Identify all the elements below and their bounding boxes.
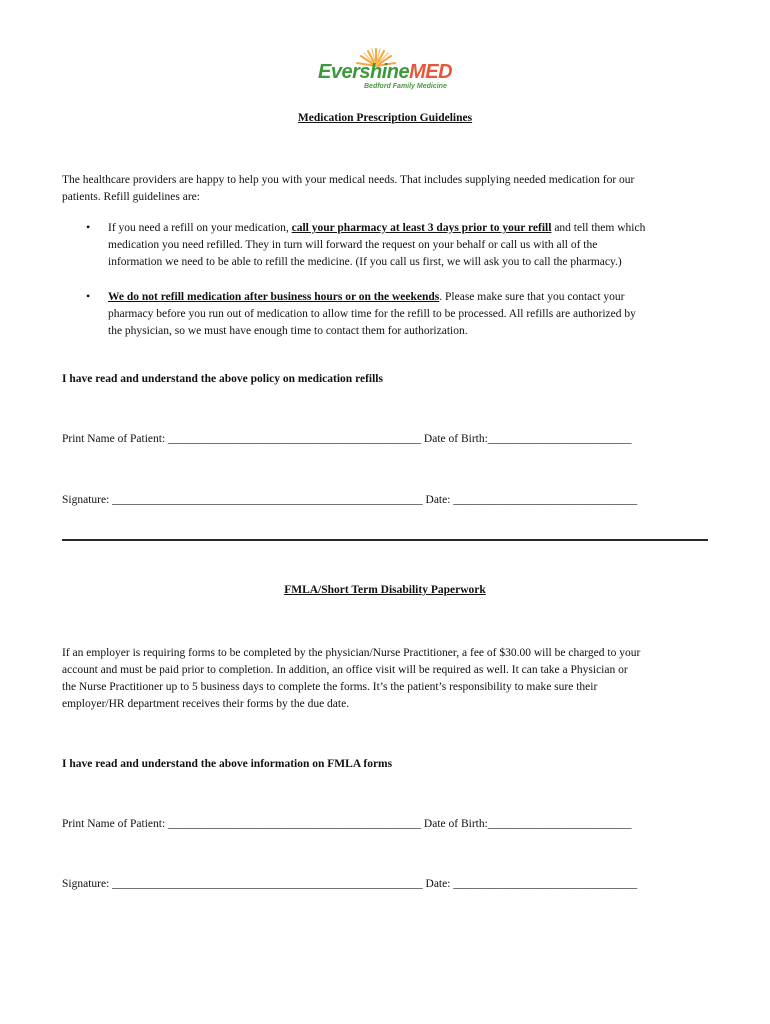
fmla-para-line-3: the Nurse Practitioner up to 5 business days to complete the forms. It’s the patient’s responsibility to make sure their <box>62 681 598 693</box>
bullet-1-marker: • <box>86 220 91 234</box>
fmla-para-line-2: account and must be paid prior to completion. In addition, an office visit will be required as well. It can take a Physician or <box>62 664 628 676</box>
section1-signature-field[interactable]: Signature: ______________________________________________________ Date: ________________________________ <box>62 494 638 506</box>
section-divider <box>62 539 708 541</box>
logo-wordmark <box>318 61 452 84</box>
section2-signature-field[interactable]: Signature: ______________________________________________________ Date: ________________________________ <box>62 878 638 890</box>
section1-patient-name-field[interactable]: Print Name of Patient: ____________________________________________ Date of Birth:_________________________ <box>62 433 632 445</box>
bullet-1-suffix: and tell them which <box>551 222 646 234</box>
bullet-2-suffix: . Please make sure that you contact your <box>439 291 625 303</box>
bullet-2-emphasis: We do not refill medication after business hours or on the weekends <box>108 291 440 303</box>
bullet-1-prefix: If you need a refill on your medication, <box>108 222 292 234</box>
fmla-para-line-1: If an employer is requiring forms to be completed by the physician/Nurse Practitioner, a fee of $30.00 will be charged to your <box>62 647 641 659</box>
bullet-2-line-1 <box>108 289 625 306</box>
section1-title: Medication Prescription Guidelines <box>297 112 473 124</box>
bullet-2-line-2: pharmacy before you run out of medication to allow time for the refill to be processed. All refills are authorized by <box>108 308 636 320</box>
intro-line-2: patients. Refill guidelines are: <box>62 191 200 203</box>
section1-acknowledge: I have read and understand the above policy on medication refills <box>62 373 383 385</box>
section2-patient-name-field[interactable]: Print Name of Patient: ____________________________________________ Date of Birth:_________________________ <box>62 818 632 830</box>
section2-acknowledge: I have read and understand the above information on FMLA forms <box>62 758 393 770</box>
bullet-2-marker: • <box>86 289 91 303</box>
bullet-1-line-2: medication you need refilled. They in turn will forward the request on your behalf or call us with all of the <box>108 239 598 251</box>
bullet-1-emphasis: call your pharmacy at least 3 days prior to your refill <box>291 222 552 234</box>
logo-word-red: MED <box>409 61 453 83</box>
bullet-1-line-1 <box>108 220 645 237</box>
section2-title: FMLA/Short Term Disability Paperwork <box>284 584 486 596</box>
bullet-1-line-3: information we need to be able to refill the medicine. (If you call us first, we will ask you to call the pharmacy.) <box>108 256 622 268</box>
evershine-med-logo <box>312 46 452 98</box>
bullet-2-line-3: the physician, so we must have enough time to contact them for authorization. <box>108 325 468 337</box>
intro-line-1: The healthcare providers are happy to help you with your medical needs. That includes supplying needed medication for our <box>62 174 635 186</box>
fmla-para-line-4: employer/HR department receives their forms by the due date. <box>62 698 350 710</box>
logo-subtitle: Bedford Family Medicine <box>364 83 447 90</box>
logo-word-green: Evershine <box>318 61 410 83</box>
